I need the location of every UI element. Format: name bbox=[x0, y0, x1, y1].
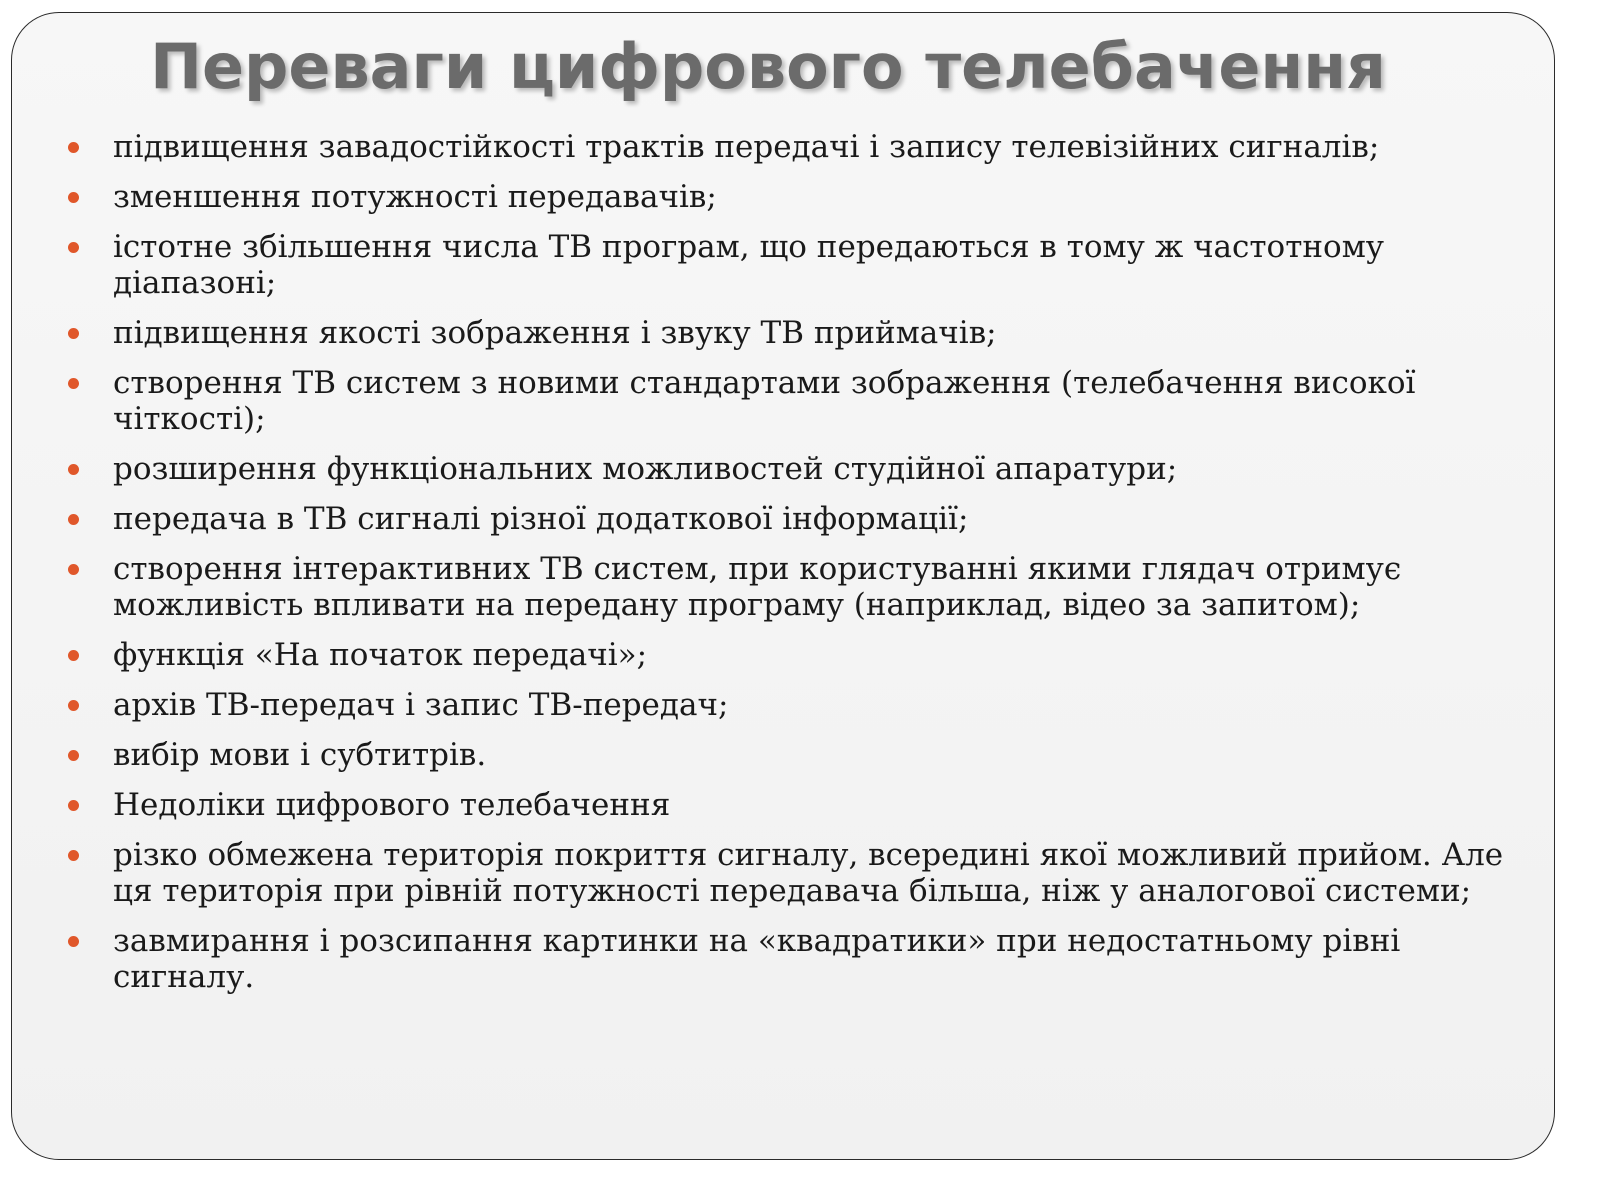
slide-title: Переваги цифрового телебачення bbox=[150, 30, 1386, 103]
bullet-list bbox=[12, 129, 1552, 1009]
list-item bbox=[12, 551, 1552, 623]
bullet-icon bbox=[68, 464, 79, 475]
bullet-icon bbox=[68, 850, 79, 861]
list-item-text: Недоліки цифрового телебачення bbox=[113, 787, 671, 823]
list-item bbox=[12, 687, 1552, 723]
bullet-icon bbox=[68, 564, 79, 575]
bullet-icon bbox=[68, 800, 79, 811]
list-item-text: розширення функціональних можливостей студійної апаратури; bbox=[113, 451, 1178, 487]
list-item bbox=[12, 129, 1552, 165]
list-item-text: створення ТВ систем з новими стандартами зображення (телебачення високої чіткості); bbox=[113, 365, 1416, 437]
list-item bbox=[12, 787, 1552, 823]
bullet-icon bbox=[68, 750, 79, 761]
list-item-text: функція «На початок передачі»; bbox=[113, 637, 648, 673]
bullet-icon bbox=[68, 242, 79, 253]
bullet-icon bbox=[68, 700, 79, 711]
bullet-icon bbox=[68, 514, 79, 525]
list-item bbox=[12, 837, 1552, 909]
list-item-text: архів ТВ-передач і запис ТВ-передач; bbox=[113, 687, 729, 723]
list-item-text: передача в ТВ сигналі різної додаткової інформації; bbox=[113, 501, 969, 537]
list-item-text: завмирання і розсипання картинки на «квадратики» при недостатньому рівні сигналу. bbox=[113, 923, 1401, 995]
bullet-icon bbox=[68, 378, 79, 389]
list-item-text: зменшення потужності передавачів; bbox=[113, 179, 717, 215]
list-item bbox=[12, 229, 1552, 301]
bullet-icon bbox=[68, 192, 79, 203]
list-item-text: різко обмежена територія покриття сигналу, всередині якої можливий прийом. Але ця територія при рівній потужності передавача більша, ніж у аналогової системи; bbox=[113, 837, 1504, 909]
list-item bbox=[12, 179, 1552, 215]
bullet-icon bbox=[68, 936, 79, 947]
list-item bbox=[12, 637, 1552, 673]
bullet-icon bbox=[68, 142, 79, 153]
bullet-icon bbox=[68, 650, 79, 661]
list-item-text: вибір мови і субтитрів. bbox=[113, 737, 487, 773]
list-item bbox=[12, 737, 1552, 773]
slide-frame bbox=[11, 12, 1555, 1160]
bullet-icon bbox=[68, 328, 79, 339]
list-item bbox=[12, 501, 1552, 537]
list-item-text: створення інтерактивних ТВ систем, при користуванні якими глядач отримує можливість впливати на передану програму (наприклад, відео за запитом); bbox=[113, 551, 1402, 623]
list-item-text: істотне збільшення числа ТВ програм, що передаються в тому ж частотному діапазоні; bbox=[113, 229, 1385, 301]
list-item-text: підвищення якості зображення і звуку ТВ приймачів; bbox=[113, 315, 997, 351]
list-item-text: підвищення завадостійкості трактів передачі і запису телевізійних сигналів; bbox=[113, 129, 1380, 165]
list-item bbox=[12, 451, 1552, 487]
list-item bbox=[12, 923, 1552, 995]
list-item bbox=[12, 315, 1552, 351]
list-item bbox=[12, 365, 1552, 437]
